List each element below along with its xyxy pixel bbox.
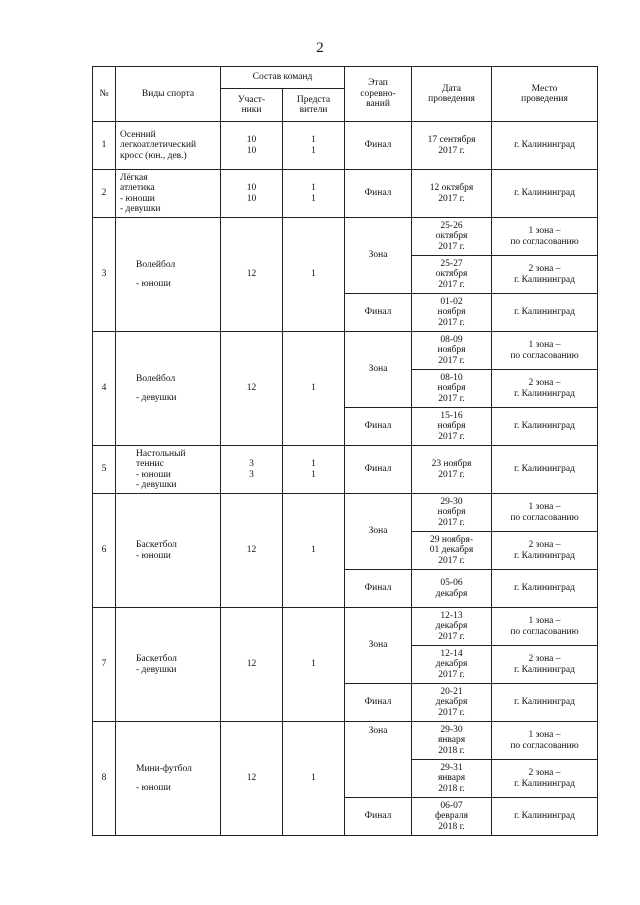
event-date: 12-14 декабря 2017 г.	[412, 646, 492, 684]
stage-zone: Зона	[345, 608, 412, 684]
stage-zone: Зона	[345, 218, 412, 294]
row-number: 1	[93, 122, 116, 170]
event-date: 20-21 декабря 2017 г.	[412, 684, 492, 722]
page-number: 2	[316, 40, 324, 56]
event-place: 1 зона – по согласованию	[492, 332, 598, 370]
row-number: 2	[93, 170, 116, 218]
participants-count: 12	[221, 494, 283, 608]
event-date: 12-13 декабря 2017 г.	[412, 608, 492, 646]
row-number: 8	[93, 722, 116, 836]
table-row	[93, 332, 598, 370]
event-place: г. Калининград	[492, 570, 598, 608]
event-place: г. Калининград	[492, 122, 598, 170]
participants-count: 10 10	[221, 170, 283, 218]
stage-zone: Зона	[345, 494, 412, 570]
sport-name: Лёгкая атлетика - юноши - девушки	[116, 170, 221, 218]
header-team: Состав команд	[221, 67, 345, 89]
stage-final: Финал	[345, 570, 412, 608]
event-date: 25-27 октября 2017 г.	[412, 256, 492, 294]
participants-count: 12	[221, 332, 283, 446]
stage-final: Финал	[345, 170, 412, 218]
sport-subgroup: - юноши	[136, 782, 171, 793]
representatives-count: 1 1	[283, 170, 345, 218]
header-num: №	[93, 67, 116, 122]
row-number: 5	[93, 446, 116, 494]
event-place: 2 зона – г. Калининград	[492, 760, 598, 798]
event-place: 1 зона – по согласованию	[492, 218, 598, 256]
header-place: Место проведения	[492, 67, 598, 122]
sport-title: Волейбол	[136, 374, 176, 384]
sport-name	[116, 218, 221, 332]
header-stage: Этап соревно- ваний	[345, 67, 412, 122]
row-number: 3	[93, 218, 116, 332]
event-date: 06-07 февраля 2018 г.	[412, 798, 492, 836]
event-date: 29-30 января 2018 г.	[412, 722, 492, 760]
event-place: г. Калининград	[492, 408, 598, 446]
participants-count: 12	[221, 218, 283, 332]
table-row	[93, 170, 598, 218]
event-place: г. Калининград	[492, 684, 598, 722]
event-date: 08-10 ноября 2017 г.	[412, 370, 492, 408]
table-row	[93, 218, 598, 256]
representatives-count: 1	[283, 494, 345, 608]
competition-schedule-table	[92, 66, 598, 836]
participants-count: 10 10	[221, 122, 283, 170]
table-row	[93, 722, 598, 760]
table-row	[93, 446, 598, 494]
stage-final: Финал	[345, 446, 412, 494]
sport-subgroup: - юноши	[136, 278, 171, 289]
participants-count: 3 3	[221, 446, 283, 494]
event-date: 29 ноября- 01 декабря 2017 г.	[412, 532, 492, 570]
row-number: 7	[93, 608, 116, 722]
representatives-count: 1	[283, 722, 345, 836]
sport-name: Осенний легкоатлетический кросс (юн., дев.)	[116, 122, 221, 170]
representatives-count: 1 1	[283, 122, 345, 170]
event-place: 2 зона – г. Калининград	[492, 256, 598, 294]
representatives-count: 1	[283, 608, 345, 722]
sport-subgroup: - девушки	[136, 392, 177, 403]
event-date: 29-30 ноября 2017 г.	[412, 494, 492, 532]
participants-count: 12	[221, 608, 283, 722]
header-participants: Участ- ники	[221, 89, 283, 122]
header-representatives: Предста вители	[283, 89, 345, 122]
event-date: 01-02 ноября 2017 г.	[412, 294, 492, 332]
event-place: 1 зона – по согласованию	[492, 722, 598, 760]
stage-final: Финал	[345, 294, 412, 332]
sport-name: Настольный теннис - юноши - девушки	[116, 446, 221, 494]
sport-title: Волейбол	[136, 260, 176, 270]
event-place: 2 зона – г. Калининград	[492, 370, 598, 408]
table-row	[93, 608, 598, 646]
stage-zone: Зона	[345, 332, 412, 408]
event-place: 1 зона – по согласованию	[492, 494, 598, 532]
header-sport: Виды спорта	[116, 67, 221, 122]
event-date: 15-16 ноября 2017 г.	[412, 408, 492, 446]
table-row	[93, 494, 598, 532]
event-place: 2 зона – г. Калининград	[492, 646, 598, 684]
event-date: 05-06 декабря	[412, 570, 492, 608]
event-place: г. Калининград	[492, 294, 598, 332]
stage-final: Финал	[345, 798, 412, 836]
event-place: г. Калининград	[492, 446, 598, 494]
table-row	[93, 122, 598, 170]
event-date: 17 сентября 2017 г.	[412, 122, 492, 170]
event-place: г. Калининград	[492, 798, 598, 836]
event-date: 08-09 ноября 2017 г.	[412, 332, 492, 370]
event-place: 1 зона – по согласованию	[492, 608, 598, 646]
representatives-count: 1	[283, 332, 345, 446]
event-date: 12 октября 2017 г.	[412, 170, 492, 218]
header-date: Дата проведения	[412, 67, 492, 122]
event-date: 29-31 января 2018 г.	[412, 760, 492, 798]
representatives-count: 1	[283, 218, 345, 332]
row-number: 6	[93, 494, 116, 608]
sport-name: Баскетбол - юноши	[116, 494, 221, 608]
stage-final: Финал	[345, 122, 412, 170]
sport-name: Баскетбол - девушки	[116, 608, 221, 722]
event-place: г. Калининград	[492, 170, 598, 218]
stage-zone: Зона	[345, 722, 412, 798]
representatives-count: 1 1	[283, 446, 345, 494]
event-place: 2 зона – г. Калининград	[492, 532, 598, 570]
sport-name	[116, 332, 221, 446]
stage-final: Финал	[345, 684, 412, 722]
event-date: 23 ноября 2017 г.	[412, 446, 492, 494]
sport-title: Мини-футбол	[136, 764, 192, 774]
row-number: 4	[93, 332, 116, 446]
sport-name	[116, 722, 221, 836]
stage-final: Финал	[345, 408, 412, 446]
event-date: 25-26 октября 2017 г.	[412, 218, 492, 256]
participants-count: 12	[221, 722, 283, 836]
